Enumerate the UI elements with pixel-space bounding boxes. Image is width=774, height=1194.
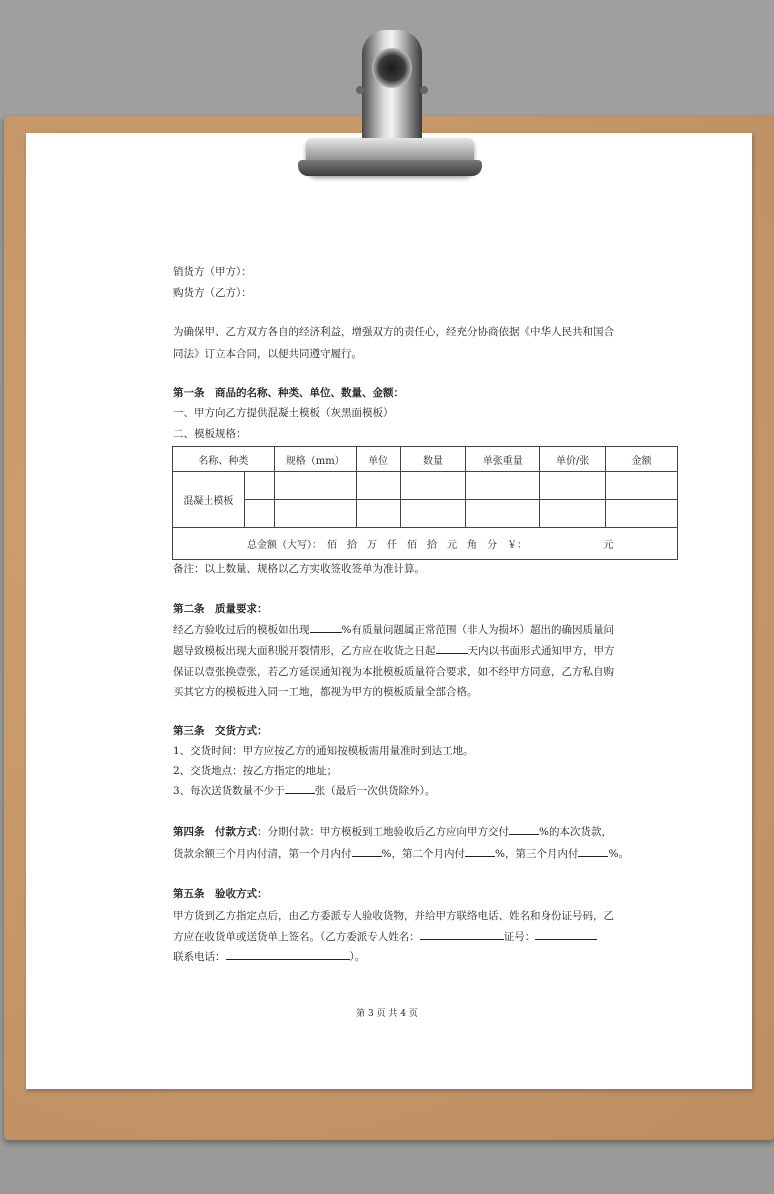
article-5-line-3: 联系电话： ）。 [173, 951, 366, 963]
col-amount: 金额 [606, 447, 678, 472]
total-label: 总金额（大写）： 佰 拾 万 仟 佰 拾 元 角 分 ￥： [247, 540, 527, 551]
article-5-line-1: 甲方货到乙方指定点后，由乙方委派专人验收货物，并给甲方联络电话、姓名和身份证号码，乙 [173, 910, 614, 922]
article-3-item-1: 1、交货时间：甲方应按乙方的通知按模板需用量准时到达工地。 [173, 745, 474, 757]
article-3-item-3: 3、每次送货数量不少于 张（最后一次供货除外）。 [173, 785, 436, 797]
clip-pin-left [356, 86, 364, 94]
article-2-line-1: 经乙方验收过后的模板如出现 %有质量问题属正常范围（非人为损坏）超出的确因质量问 [173, 624, 614, 636]
clip-pin-right [420, 86, 428, 94]
buyer-label: 购货方（乙方）： [173, 287, 252, 299]
article-1-title: 第一条 商品的名称、种类、单位、数量、金额： [173, 387, 404, 399]
col-weight: 单张重量 [466, 447, 540, 472]
intro-line-2: 同法》订立本合同，以便共同遵守履行。 [173, 348, 362, 360]
spec-table [172, 446, 678, 560]
contract-page [26, 133, 752, 1089]
table-row [173, 472, 678, 500]
article-3-title: 第三条 交货方式： [173, 725, 268, 737]
product-name: 混凝土模板 [173, 472, 245, 528]
article-5-title: 第五条 验收方式： [173, 888, 268, 900]
intro-line-1: 为确保甲、乙方双方各自的经济利益，增强双方的责任心，经充分协商依据《中华人民共和国合 [173, 326, 614, 338]
seller-label: 销货方（甲方）： [173, 266, 252, 278]
table-total-row [173, 528, 678, 560]
table-note: 备注：以上数量、规格以乙方实收签收签单为准计算。 [173, 563, 425, 575]
article-2-line-4: 买其它方的模板进入同一工地，都视为甲方的模板质量全部合格。 [173, 686, 478, 698]
article-5-line-2: 方应在收货单或送货单上签名。（乙方委派专人姓名： 证号： [173, 929, 597, 944]
table-row [173, 500, 678, 528]
total-unit: 元 [603, 540, 614, 551]
col-qty: 数量 [400, 447, 466, 472]
col-price: 单价/张 [540, 447, 606, 472]
page-number: 第 3 页 共 4 页 [356, 1009, 418, 1019]
article-1-item-2: 二、模板规格： [173, 428, 247, 440]
col-spec: 规格（mm） [274, 447, 356, 472]
article-2-title: 第二条 质量要求： [173, 603, 268, 615]
article-4-title: 第四条 付款方式 [173, 826, 257, 838]
article-2-line-3: 保证以壹张换壹张，若乙方延误通知视为本批模板质量符合要求，如不经甲方同意，乙方私自购 [173, 666, 614, 678]
article-2-line-2: 题导致模板出现大面积脱开裂情形，乙方应在收货之日起 天内以书面形式通知甲方，甲方 [173, 645, 615, 657]
binder-clip-ring [372, 48, 412, 88]
col-name: 名称、种类 [173, 447, 275, 472]
table-header-row [173, 447, 678, 472]
article-1-item-1: 一、甲方向乙方提供混凝土模板（灰黑面模板） [173, 407, 394, 419]
article-4-line-1: 第四条 付款方式：分期付款：甲方模板到工地验收后乙方应向甲方交付 %的本次货款， [173, 826, 612, 838]
binder-clip-lip [298, 160, 482, 176]
col-unit: 单位 [356, 447, 400, 472]
article-4-line-2: 货款余额三个月内付清，第一个月内付 %，第二个月内付 %，第三个月内付 %。 [173, 848, 629, 860]
article-3-item-2: 2、交货地点：按乙方指定的地址； [173, 765, 338, 777]
